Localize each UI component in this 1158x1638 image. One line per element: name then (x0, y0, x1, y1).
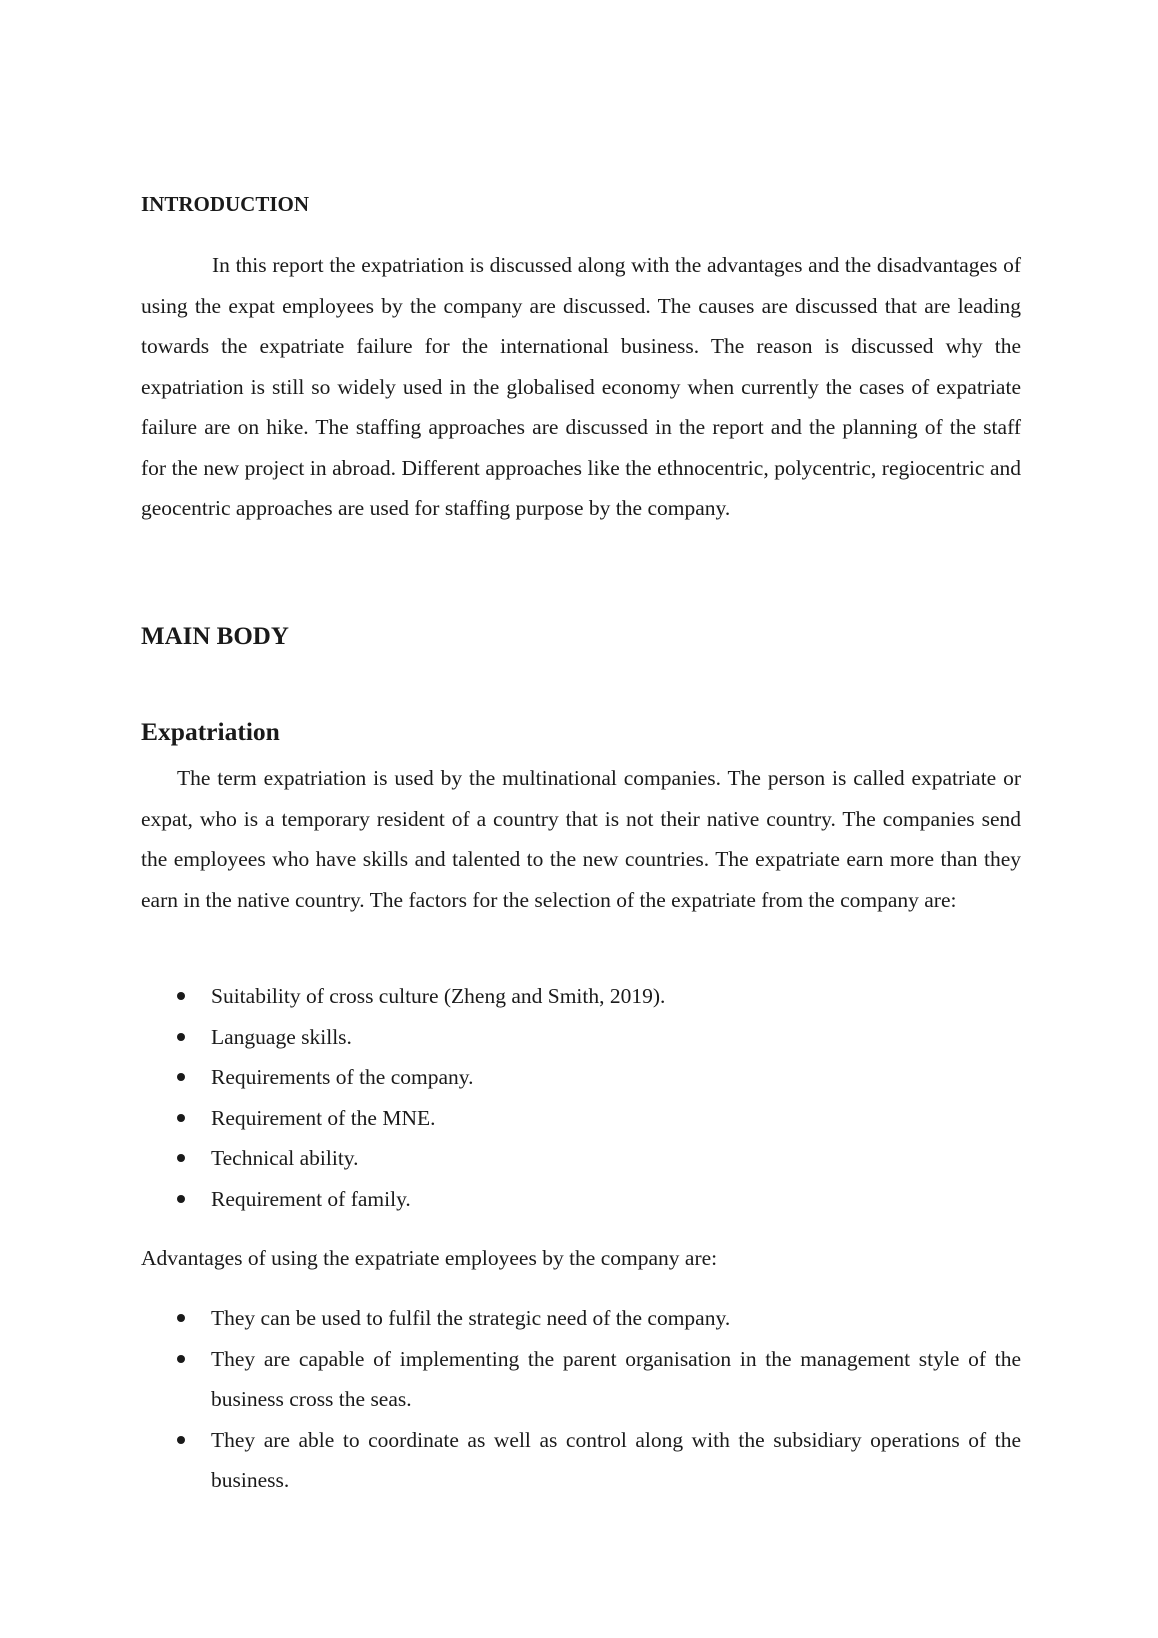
advantages-list (141, 1298, 1021, 1501)
list-item-text: Suitability of cross culture (Zheng and Smith, 2019). (211, 984, 666, 1008)
expatriation-heading: Expatriation (141, 717, 280, 746)
bullet-icon (177, 1355, 185, 1363)
advantages-intro: Advantages of using the expatriate employees by the company are: (141, 1246, 718, 1270)
bullet-icon (177, 992, 185, 1000)
list-item (141, 1057, 1021, 1098)
bullet-icon (177, 1314, 185, 1322)
bullet-icon (177, 1195, 185, 1203)
list-item (141, 1138, 1021, 1179)
list-item (141, 1098, 1021, 1139)
list-item-text: They are able to coordinate as well as control along with the subsidiary operations of the business. (211, 1427, 1021, 1492)
introduction-paragraph: In this report the expatriation is discussed along with the advantages and the disadvantages of using the expat employees by the company are discussed. The causes are discussed that are leading towards the expatriate failure for the international business. The reason is discussed why the expatriation is still so widely used in the globalised economy when currently the cases of expatriate failure are on hike. The staffing approaches are discussed in the report and the planning of the staff for the new project in abroad. Different approaches like the ethnocentric, polycentric, regiocentric and geocentric approaches are used for staffing purpose by the company. (141, 253, 1021, 520)
bullet-icon (177, 1073, 185, 1081)
list-item (141, 1298, 1021, 1339)
introduction-heading: INTRODUCTION (141, 192, 310, 216)
bullet-icon (177, 1114, 185, 1122)
selection-factors-list (141, 976, 1021, 1219)
list-item-text: Language skills. (211, 1024, 352, 1049)
list-item-text: Technical ability. (211, 1146, 359, 1170)
list-item (141, 1420, 1021, 1501)
list-item (141, 976, 1021, 1017)
list-item (141, 1017, 1021, 1058)
list-item-text: Requirement of family. (211, 1186, 411, 1211)
list-item (141, 1179, 1021, 1220)
main-body-heading: MAIN BODY (141, 623, 289, 650)
list-item-text: They are capable of implementing the parent organisation in the management style of the business cross the seas. (211, 1346, 1021, 1411)
list-item-text: Requirement of the MNE. (211, 1105, 436, 1130)
list-item-text: Requirements of the company. (211, 1065, 474, 1089)
bullet-icon (177, 1033, 185, 1041)
list-item (141, 1339, 1021, 1420)
bullet-icon (177, 1154, 185, 1162)
list-item-text: They can be used to fulfil the strategic need of the company. (211, 1306, 731, 1330)
expatriation-paragraph: The term expatriation is used by the multinational companies. The person is called expatriate or expat, who is a temporary resident of a country that is not their native country. The companies send the employees who have skills and talented to the new countries. The expatriate earn more than they earn in the native country. The factors for the selection of the expatriate from the company are: (141, 766, 1021, 912)
bullet-icon (177, 1436, 185, 1444)
